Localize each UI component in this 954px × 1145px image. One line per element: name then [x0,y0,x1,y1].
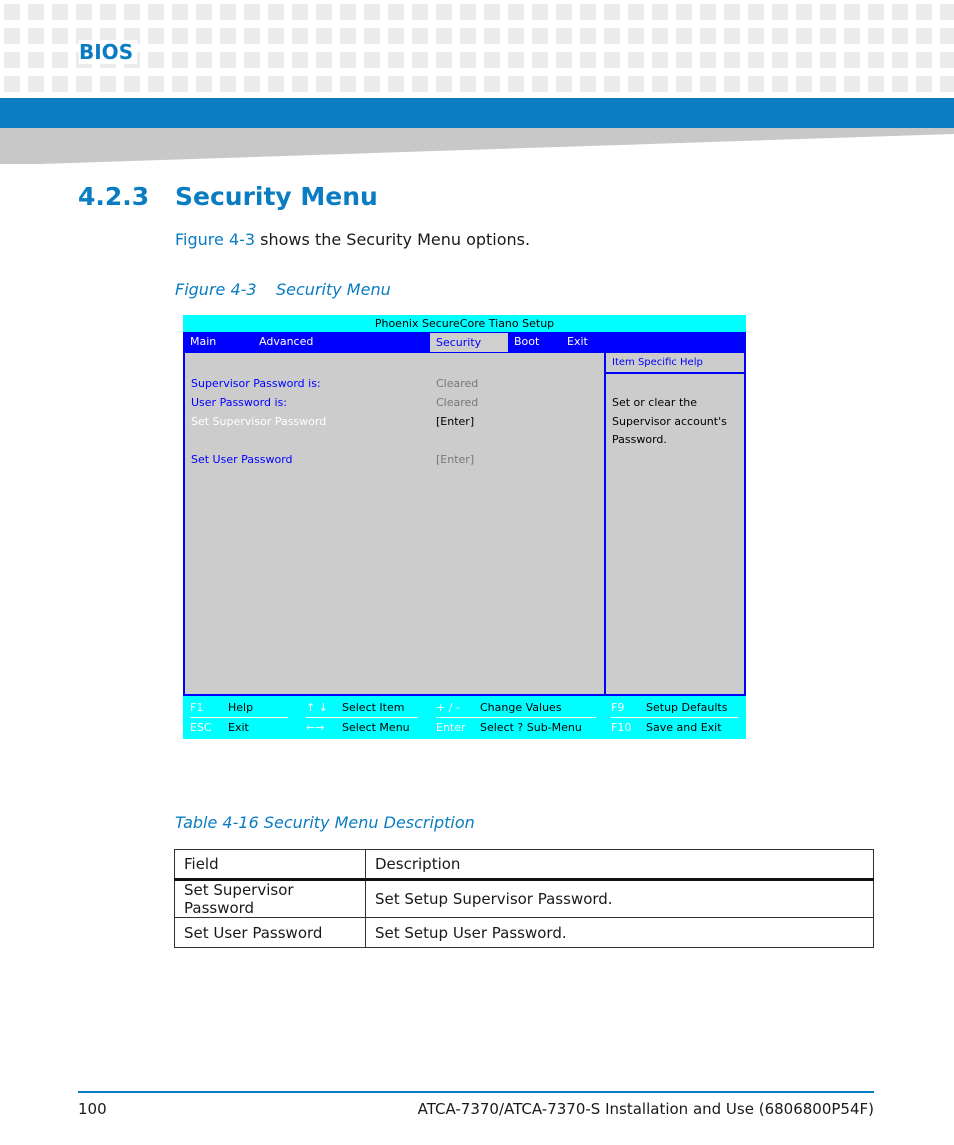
header-pattern-square [52,52,68,68]
header-pattern-square [868,4,884,20]
header-pattern-square [916,76,932,92]
header-pattern-square [220,4,236,20]
help-heading-label: Item Specific Help [612,357,703,368]
header-pattern-square [556,28,572,44]
header-pattern-square [316,28,332,44]
header-pattern-square [940,4,954,20]
security-menu-table [174,849,874,948]
header-pattern-square [580,28,596,44]
header-pattern-square [844,52,860,68]
header-pattern-square [4,28,20,44]
header-pattern-square [844,4,860,20]
help-text-line: Supervisor account's [612,415,727,428]
key-esc: ESC [190,721,212,734]
header-pattern-square [532,28,548,44]
header-pattern-square [148,28,164,44]
legend-rule [190,717,288,718]
table-caption: Table 4-16 Security Menu Description [175,813,475,832]
header-pattern-square [220,28,236,44]
header-pattern-square [724,4,740,20]
key-up-down: ↑ ↓ [306,701,328,714]
header-pattern-square [892,52,908,68]
footer-rule [78,1091,874,1093]
header-pattern-square [268,76,284,92]
header-pattern-square [652,28,668,44]
legend-rule [611,717,739,718]
header-pattern-square [364,76,380,92]
header-pattern-square [172,28,188,44]
header-pattern-square [484,4,500,20]
header-pattern-square [796,4,812,20]
table-row [175,880,874,918]
header-pattern-square [196,76,212,92]
key-left-right-action: Select Menu [342,721,410,734]
header-pattern-square [100,76,116,92]
key-enter-action: Select ? Sub-Menu [480,721,582,734]
header-pattern-square [484,76,500,92]
header-pattern-square [28,76,44,92]
header-pattern-square [268,52,284,68]
header-pattern-square [796,76,812,92]
header-pattern-square [724,76,740,92]
header-pattern-square [268,28,284,44]
header-pattern-square [676,76,692,92]
header-pattern-square [556,76,572,92]
header-pattern-square [52,4,68,20]
header-pattern-square [772,52,788,68]
header-pattern-square [652,52,668,68]
header-pattern [0,0,954,98]
header-pattern-square [28,4,44,20]
header-pattern-square [52,28,68,44]
header-pattern-square [676,28,692,44]
section-title: Security Menu [175,182,378,211]
header-pattern-square [820,52,836,68]
header-pattern-square [772,28,788,44]
header-pattern-square [76,4,92,20]
table-cell-description: Set Setup User Password. [366,918,874,948]
header-pattern-square [580,52,596,68]
user-password-status-label: User Password is: [191,396,287,409]
header-pattern-square [628,28,644,44]
header-pattern-square [724,28,740,44]
header-pattern-square [628,76,644,92]
header-pattern-square [604,76,620,92]
header-pattern-square [772,76,788,92]
table-header-description: Description [366,850,874,880]
table-cell-field: Set User Password [175,918,366,948]
header-pattern-square [244,4,260,20]
header-pattern-square [628,52,644,68]
key-left-right: ←→ [306,721,325,734]
header-pattern-square [4,4,20,20]
header-pattern-square [508,28,524,44]
header-pattern-square [796,28,812,44]
header-pattern-square [796,52,812,68]
header-pattern-square [508,52,524,68]
header-pattern-square [532,76,548,92]
header-pattern-square [412,4,428,20]
header-pattern-square [172,76,188,92]
header-pattern-square [940,76,954,92]
header-pattern-square [4,76,20,92]
key-enter: Enter [436,721,466,734]
header-pattern-square [604,52,620,68]
header-bar [0,98,954,128]
header-pattern-square [148,76,164,92]
header-pattern-square [484,52,500,68]
header-pattern-square [196,28,212,44]
header-pattern-square [916,52,932,68]
table-cell-description: Set Setup Supervisor Password. [366,880,874,918]
header-pattern-square [892,4,908,20]
header-pattern-square [364,52,380,68]
bios-menu-advanced[interactable]: Advanced [259,335,314,348]
header-pattern-square [412,76,428,92]
key-f1: F1 [190,701,204,714]
header-pattern-square [268,4,284,20]
header-pattern-square [892,76,908,92]
figure-link[interactable]: Figure 4-3 [175,230,256,249]
header-pattern-square [940,52,954,68]
table-header-row [175,850,874,880]
bios-menu-boot[interactable]: Boot [514,335,540,348]
header-pattern-square [28,52,44,68]
help-text-line: Password. [612,433,667,446]
key-f9-action: Setup Defaults [646,701,728,714]
header-pattern-square [700,28,716,44]
header-pattern-square [532,52,548,68]
bios-help-heading [606,353,746,374]
header-pattern-square [244,52,260,68]
header-pattern-square [340,76,356,92]
header-pattern-square [676,52,692,68]
key-f10: F10 [611,721,632,734]
header-pattern-square [364,28,380,44]
table-row [175,918,874,948]
header-pattern-square [676,4,692,20]
set-user-password-value[interactable]: [Enter] [436,453,475,466]
header-pattern-square [316,4,332,20]
header-pattern-square [316,76,332,92]
header-pattern-square [628,4,644,20]
set-supervisor-password-value[interactable]: [Enter] [436,415,475,428]
header-pattern-square [748,76,764,92]
header-pattern-square [340,4,356,20]
set-supervisor-password-item[interactable]: Set Supervisor Password [191,415,327,428]
figure-caption [175,280,391,299]
bios-menu-security[interactable]: Security [430,333,508,352]
header-pattern-square [292,4,308,20]
figure-label: Figure 4-3 [175,280,257,299]
header-pattern-square [820,4,836,20]
header-pattern-square [748,52,764,68]
header-pattern-square [436,4,452,20]
supervisor-password-status-value: Cleared [436,377,479,390]
key-f9: F9 [611,701,625,714]
header-sweep [0,128,954,164]
bios-panel-divider [604,353,606,694]
chapter-title: BIOS [79,40,137,64]
header-pattern-square [244,76,260,92]
header-pattern-square [196,4,212,20]
key-up-down-action: Select Item [342,701,405,714]
header-pattern-square [52,76,68,92]
header-pattern-square [844,76,860,92]
header-pattern-square [724,52,740,68]
header-pattern-square [460,76,476,92]
header-pattern-square [820,28,836,44]
header-pattern-square [388,28,404,44]
section-number: 4.2.3 [78,182,150,211]
header-pattern-square [436,28,452,44]
user-password-status-value: Cleared [436,396,479,409]
header-pattern-square [388,4,404,20]
header-pattern-square [220,52,236,68]
intro-text: shows the Security Menu options. [255,230,531,249]
header-pattern-square [244,28,260,44]
supervisor-password-status-label: Supervisor Password is: [191,377,321,390]
header-pattern-square [700,76,716,92]
page-number: 100 [78,1100,107,1118]
header-pattern-square [700,52,716,68]
set-user-password-item[interactable]: Set User Password [191,453,293,466]
header-pattern-square [508,76,524,92]
header-pattern-square [292,28,308,44]
header-pattern-square [172,4,188,20]
section-heading [78,182,378,211]
key-plus-minus-action: Change Values [480,701,562,714]
header-pattern-square [388,76,404,92]
header-pattern-square [124,4,140,20]
header-pattern-square [340,28,356,44]
header-pattern-square [508,4,524,20]
header-pattern-square [220,76,236,92]
header-pattern-square [100,4,116,20]
header-pattern-square [700,4,716,20]
header-pattern-square [916,4,932,20]
header-pattern-square [772,4,788,20]
header-pattern-square [292,76,308,92]
header-pattern-square [388,52,404,68]
header-pattern-square [436,52,452,68]
header-pattern-square [172,52,188,68]
header-pattern-square [340,52,356,68]
bios-key-legend [183,696,746,739]
key-f1-action: Help [228,701,254,714]
bios-screenshot [183,315,746,739]
header-pattern-square [868,28,884,44]
header-pattern-square [844,28,860,44]
header-pattern-square [484,28,500,44]
header-pattern-square [604,4,620,20]
header-pattern-square [28,28,44,44]
bios-menu-exit[interactable]: Exit [567,335,588,348]
header-pattern-square [748,4,764,20]
header-pattern-square [148,52,164,68]
header-pattern-square [868,76,884,92]
header-pattern-square [460,28,476,44]
key-plus-minus: + / - [436,701,460,714]
legend-rule [436,717,596,718]
header-pattern-square [196,52,212,68]
header-pattern-square [916,28,932,44]
header-pattern-square [556,52,572,68]
header-pattern-square [436,76,452,92]
header-pattern-square [412,52,428,68]
header-pattern-square [316,52,332,68]
header-pattern-square [604,28,620,44]
header-pattern-square [460,4,476,20]
header-pattern-square [364,4,380,20]
header-pattern-square [652,76,668,92]
document-title: ATCA-7370/ATCA-7370-S Installation and Use (6806800P54F) [417,1100,874,1118]
bios-menu-main[interactable]: Main [190,335,217,348]
key-esc-action: Exit [228,721,249,734]
header-pattern-square [868,52,884,68]
header-pattern-square [580,4,596,20]
header-pattern-square [580,76,596,92]
legend-rule [306,717,418,718]
intro-paragraph [175,230,530,249]
header-pattern-square [748,28,764,44]
header-pattern-square [4,52,20,68]
header-pattern-square [76,76,92,92]
header-pattern-square [652,4,668,20]
header-pattern-square [556,4,572,20]
bios-menu-bar [183,332,746,353]
header-pattern-square [892,28,908,44]
key-f10-action: Save and Exit [646,721,722,734]
table-cell-field: Set Supervisor Password [175,880,366,918]
header-pattern-square [148,4,164,20]
header-pattern-square [820,76,836,92]
table-header-field: Field [175,850,366,880]
bios-main-panel [183,353,746,696]
header-pattern-square [124,76,140,92]
header-pattern-square [460,52,476,68]
bios-title: Phoenix SecureCore Tiano Setup [374,317,555,330]
header-pattern-square [412,28,428,44]
header-pattern-square [292,52,308,68]
figure-title: Security Menu [276,280,391,299]
header-pattern-square [940,28,954,44]
help-text-line: Set or clear the [612,396,697,409]
header-pattern-square [532,4,548,20]
